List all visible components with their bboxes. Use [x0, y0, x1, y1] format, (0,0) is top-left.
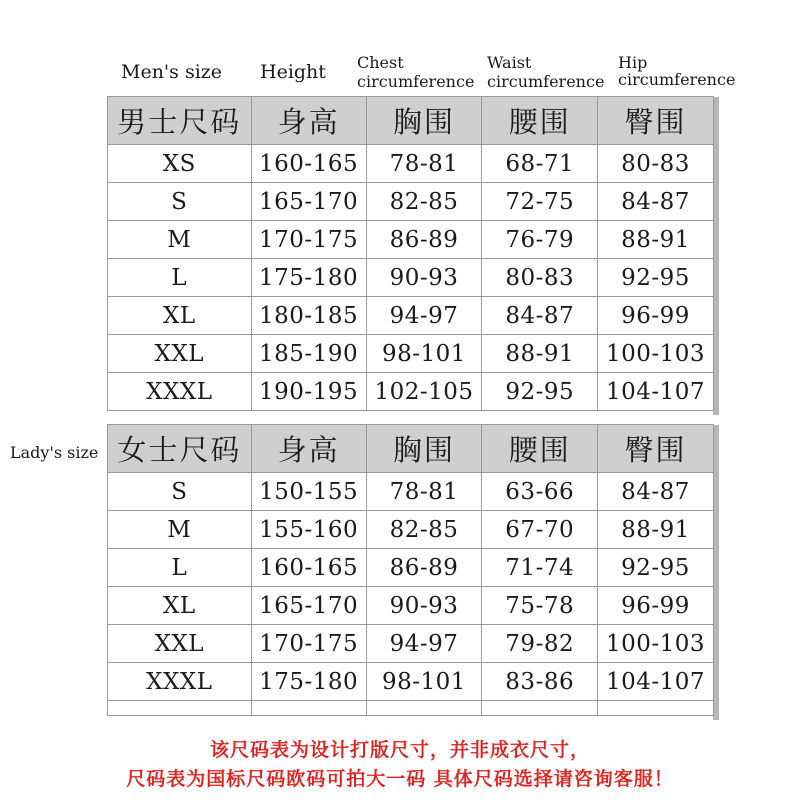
chest-cell: 98-101 — [366, 663, 482, 701]
height-cell: 165-170 — [251, 587, 366, 625]
size-cell: L — [108, 549, 252, 587]
height-cell: 165-170 — [251, 183, 366, 221]
chest-cell: 90-93 — [366, 587, 482, 625]
chest-cell: 78-81 — [366, 145, 482, 183]
height-cell: 155-160 — [251, 511, 366, 549]
height-cell: 185-190 — [251, 335, 366, 373]
waist-cell: 72-75 — [482, 183, 598, 221]
hip-cell: 96-99 — [598, 587, 714, 625]
header-waist-cell: 腰围 — [482, 97, 598, 145]
size-cell: XXL — [108, 335, 252, 373]
table-header-row — [108, 97, 714, 145]
waist-cell: 63-66 — [482, 473, 598, 511]
chest-cell: 98-101 — [366, 335, 482, 373]
chest-cell: 82-85 — [366, 511, 482, 549]
waist-label-line2: circumference — [487, 72, 605, 91]
table-row — [108, 145, 714, 183]
chest-cell: 78-81 — [366, 473, 482, 511]
size-cell: M — [108, 511, 252, 549]
waist-cell: 88-91 — [482, 335, 598, 373]
size-cell: S — [108, 183, 252, 221]
hip-cell: 100-103 — [598, 335, 714, 373]
hip-cell: 100-103 — [598, 625, 714, 663]
mens-size-table — [107, 96, 714, 411]
table-row — [108, 221, 714, 259]
waist-cell: 79-82 — [482, 625, 598, 663]
hip-cell: 88-91 — [598, 511, 714, 549]
table-row — [108, 259, 714, 297]
table-row — [108, 625, 714, 663]
chest-cell: 90-93 — [366, 259, 482, 297]
empty-cell — [108, 701, 252, 716]
height-cell: 180-185 — [251, 297, 366, 335]
size-cell: XL — [108, 297, 252, 335]
height-cell: 170-175 — [251, 221, 366, 259]
header-size-cell: 女士尺码 — [108, 425, 252, 473]
hip-cell: 96-99 — [598, 297, 714, 335]
hip-cell: 92-95 — [598, 259, 714, 297]
height-cell: 170-175 — [251, 625, 366, 663]
hip-cell: 84-87 — [598, 183, 714, 221]
header-height-cell: 身高 — [251, 425, 366, 473]
note-line-1: 该尺码表为设计打版尺寸，并非成衣尺寸， — [209, 739, 590, 761]
header-size-cell: 男士尺码 — [108, 97, 252, 145]
chest-cell: 82-85 — [366, 183, 482, 221]
size-cell: M — [108, 221, 252, 259]
waist-cell: 68-71 — [482, 145, 598, 183]
table-row — [108, 335, 714, 373]
height-cell: 160-165 — [251, 549, 366, 587]
size-cell: S — [108, 473, 252, 511]
hip-cell: 88-91 — [598, 221, 714, 259]
header-chest-cell: 胸围 — [366, 425, 482, 473]
table-row — [108, 587, 714, 625]
empty-cell — [366, 701, 482, 716]
womens-size-table — [107, 424, 714, 716]
height-cell: 175-180 — [251, 259, 366, 297]
table-row — [108, 549, 714, 587]
table-row-empty — [108, 701, 714, 716]
waist-cell: 84-87 — [482, 297, 598, 335]
height-cell: 150-155 — [251, 473, 366, 511]
note-line-2: 尺码表为国标尺码欧码可拍大一码 具体尺码选择请咨询客服！ — [126, 768, 674, 790]
height-label: Height — [260, 61, 326, 83]
size-cell: L — [108, 259, 252, 297]
chest-cell: 86-89 — [366, 549, 482, 587]
mens-size-label: Men's size — [121, 61, 223, 83]
header-chest-cell: 胸围 — [366, 97, 482, 145]
empty-cell — [251, 701, 366, 716]
waist-cell: 80-83 — [482, 259, 598, 297]
header-hip-cell: 臀围 — [598, 97, 714, 145]
waist-cell: 92-95 — [482, 373, 598, 411]
chest-label-line1: Chest — [357, 53, 404, 72]
hip-label-line2: circumference — [618, 70, 736, 89]
chest-cell: 102-105 — [366, 373, 482, 411]
ladys-size-label: Lady's size — [10, 443, 99, 462]
waist-cell: 71-74 — [482, 549, 598, 587]
table-row — [108, 183, 714, 221]
size-cell: XS — [108, 145, 252, 183]
chest-label-line2: circumference — [357, 72, 475, 91]
header-height-cell: 身高 — [251, 97, 366, 145]
hip-label-line1: Hip — [618, 53, 648, 72]
chest-cell: 86-89 — [366, 221, 482, 259]
chest-cell: 94-97 — [366, 297, 482, 335]
hip-cell: 104-107 — [598, 663, 714, 701]
hip-cell: 104-107 — [598, 373, 714, 411]
waist-cell: 67-70 — [482, 511, 598, 549]
header-waist-cell: 腰围 — [482, 425, 598, 473]
height-cell: 160-165 — [251, 145, 366, 183]
empty-cell — [482, 701, 598, 716]
table-row — [108, 511, 714, 549]
waist-cell: 76-79 — [482, 221, 598, 259]
size-cell: XXL — [108, 625, 252, 663]
waist-label-line1: Waist — [487, 53, 532, 72]
height-cell: 175-180 — [251, 663, 366, 701]
height-cell: 190-195 — [251, 373, 366, 411]
chest-cell: 94-97 — [366, 625, 482, 663]
waist-cell: 83-86 — [482, 663, 598, 701]
size-cell: XXXL — [108, 663, 252, 701]
header-hip-cell: 臀围 — [598, 425, 714, 473]
table-row — [108, 663, 714, 701]
size-cell: XXXL — [108, 373, 252, 411]
table-row — [108, 297, 714, 335]
empty-cell — [598, 701, 714, 716]
table-row — [108, 373, 714, 411]
table-row — [108, 473, 714, 511]
hip-cell: 80-83 — [598, 145, 714, 183]
hip-cell: 92-95 — [598, 549, 714, 587]
hip-cell: 84-87 — [598, 473, 714, 511]
table-header-row — [108, 425, 714, 473]
size-cell: XL — [108, 587, 252, 625]
waist-cell: 75-78 — [482, 587, 598, 625]
